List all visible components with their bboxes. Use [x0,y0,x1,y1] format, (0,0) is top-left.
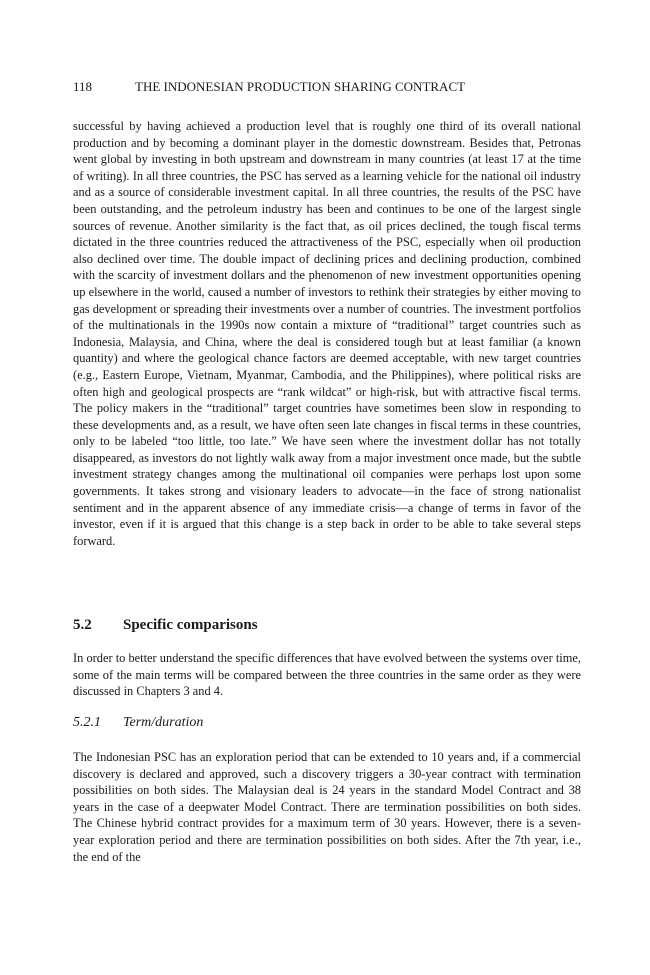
page-number: 118 [73,79,93,94]
section-intro-paragraph: In order to better understand the specific differences that have evolved between the systems over time, some of the main terms will be compared between the three countries in the same order as they were discussed in Chapters 3 and 4. [73,651,581,699]
section-heading [73,616,258,634]
subsection-heading [73,714,203,732]
running-header [73,79,581,95]
running-title: THE INDONESIAN PRODUCTION SHARING CONTRACT [135,79,466,94]
section-title: Specific comparisons [123,617,258,633]
section-number: 5.2 [73,617,92,633]
paragraph-continued: successful by having achieved a production level that is roughly one third of its overall national production and by becoming a dominant player in the domestic downstream. Besides that, Petronas went global by investing in both upstream and downstream in many countries (at least 17 at the time of writing). In all three countries, the PSC has served as a learning vehicle for the national oil industry and as a source of considerable investment capital. In all three countries, the results of the PSC have been outstanding, and the petroleum industry has been and continues to be one of the largest single sources of revenue. Another similarity is the fact that, as oil prices declined, the tough fiscal terms dictated in the three countries reduced the attractiveness of the PSC, especially when oil production also declined over time. The double impact of declining prices and declining production, combined with the scarcity of investment dollars and the phenomenon of new investment opportunities opening up elsewhere in the world, caused a number of investors to rethink their strategies by either moving to gas development or spreading their investments over a number of countries. The investment portfolios of the multinationals in the 1990s now contain a mixture of “traditional” target countries such as Indonesia, Malaysia, and China, where the deal is considered tough but at least familiar (a known quantity) and where the geological chance factors are deemed acceptable, with new target countries (e.g., Eastern Europe, Vietnam, Myanmar, Cambodia, and the Philippines), where political risks are often high and geological prospects are “rank wildcat” or high-risk, but with attractive fiscal terms. The policy makers in the “traditional” target countries have sometimes been slow in responding to these developments and, as a result, we have often seen late changes in fiscal terms in these countries, only to be labeled “too little, too late.” We have seen where the investment dollar has not totally disappeared, as investors do not lightly walk away from a major investment once made, but the subtle investment strategy changes among the multinational oil companies were perhaps lost upon some governments. It takes strong and visionary leaders to advocate—in the face of strong nationalist sentiment and in the apparent absence of any immediate crisis—a change of terms in favor of the investor, even if it is argued that this change is a step back in order to be able to take several steps forward. [73,119,581,548]
term-duration-paragraph: The Indonesian PSC has an exploration period that can be extended to 10 years and, if a commercial discovery is declared and approved, such a discovery triggers a 30-year contract with termination possibilities on both sides. The Malaysian deal is 24 years in the standard Model Contract and 38 years in the case of a deepwater Model Contract. There are termination possibilities on both sides. The Chinese hybrid contract provides for a maximum term of 30 years. However, there is a seven-year exploration period and there are termination possibilities on both sides. After the 7th year, i.e., the end of the [73,750,581,864]
subsection-title: Term/duration [123,715,204,730]
subsection-number: 5.2.1 [73,715,101,730]
